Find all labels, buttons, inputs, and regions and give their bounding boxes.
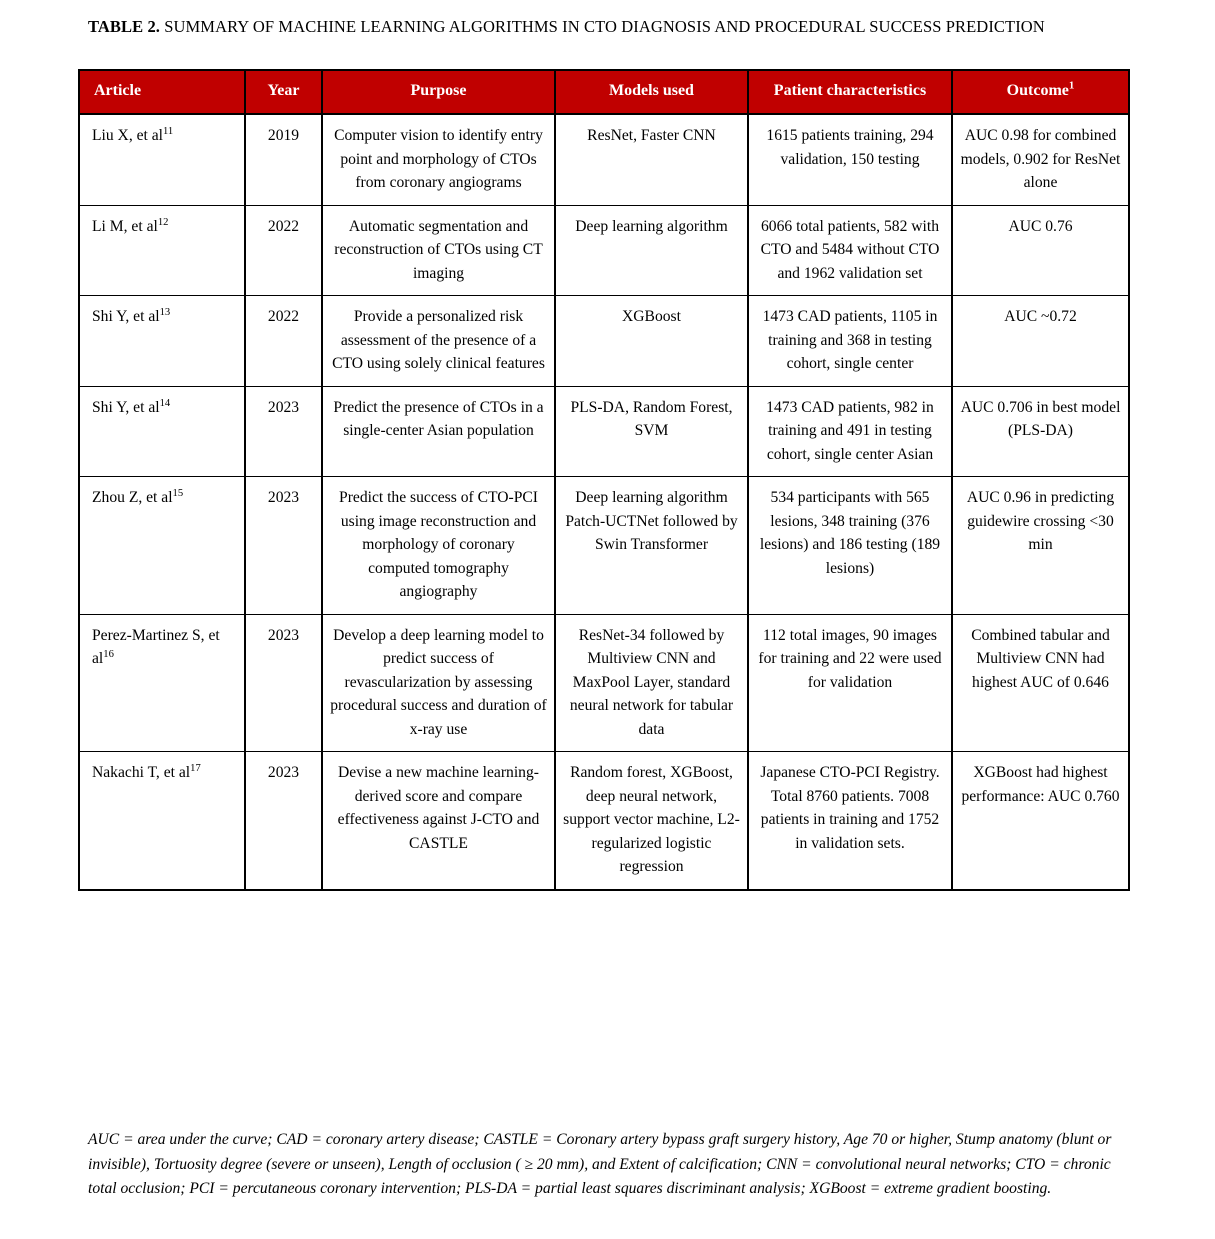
cell-outcome: Combined tabular and Multiview CNN had highest AUC of 0.646: [952, 614, 1129, 752]
table-container: [78, 69, 1128, 891]
cell-outcome: AUC 0.98 for combined models, 0.902 for ResNet alone: [952, 114, 1129, 205]
column-header-outcome-footnote-marker: 1: [1068, 79, 1075, 92]
column-header-purpose: [322, 70, 555, 114]
table-footnote: AUC = area under the curve; CAD = coronary artery disease; CASTLE = Coronary artery bypass graft surgery history, Age 70 or higher, Stump anatomy (blunt or invisible), Tortuosity degree (severe or unseen), Length of occlusion ( ≥ 20 mm), and Extent of calcification; CNN = convolutional neural networks; CTO = chronic total occlusion; PCI = percutaneous coronary intervention; PLS-DA = partial least squares discriminant analysis; XGBoost = extreme gradient boosting.: [88, 1131, 1112, 1197]
cell-models-used: Deep learning algorithm: [555, 205, 748, 296]
table-caption: [88, 14, 1130, 39]
cell-year: 2022: [245, 205, 322, 296]
cell-article: [79, 614, 245, 752]
column-header-models-used: [555, 70, 748, 114]
article-reference-superscript: 17: [190, 762, 201, 774]
article-reference-superscript: 14: [159, 397, 171, 409]
cell-models-used: Deep learning algorithm Patch-UCTNet followed by Swin Transformer: [555, 477, 748, 615]
cell-purpose: Computer vision to identify entry point and morphology of CTOs from coronary angiograms: [322, 114, 555, 205]
article-name: Perez-Martinez S, et al: [92, 626, 220, 667]
table-caption-label: TABLE 2.: [88, 17, 161, 36]
article-reference-superscript: 13: [159, 306, 171, 318]
cell-models-used: XGBoost: [555, 296, 748, 387]
table-row: [79, 614, 1129, 752]
column-header-patient-characteristics-label: Patient characteristics: [773, 82, 927, 99]
table-row: [79, 386, 1129, 477]
article-reference-superscript: 16: [103, 648, 114, 660]
cell-outcome: AUC ~0.72: [952, 296, 1129, 387]
column-header-year-label: Year: [267, 82, 300, 99]
cell-year: 2022: [245, 296, 322, 387]
table-row: [79, 477, 1129, 615]
column-header-article: [79, 70, 245, 114]
cell-purpose: Predict the success of CTO-PCI using image reconstruction and morphology of coronary computed tomography angiography: [322, 477, 555, 615]
cell-article: [79, 205, 245, 296]
cell-year: 2023: [245, 614, 322, 752]
article-name: Shi Y, et al: [92, 398, 160, 416]
column-header-article-label: Article: [94, 82, 142, 99]
cell-models-used: ResNet, Faster CNN: [555, 114, 748, 205]
column-header-year: [245, 70, 322, 114]
cell-article: [79, 477, 245, 615]
column-header-outcome-label: Outcome: [1006, 82, 1069, 99]
cell-purpose: Automatic segmentation and reconstruction of CTOs using CT imaging: [322, 205, 555, 296]
table-header-row: [79, 70, 1129, 114]
table-row: [79, 296, 1129, 387]
cell-models-used: ResNet-34 followed by Multiview CNN and MaxPool Layer, standard neural network for tabular data: [555, 614, 748, 752]
cell-purpose: Develop a deep learning model to predict success of revascularization by assessing procedural success and duration of x-ray use: [322, 614, 555, 752]
cell-article: [79, 752, 245, 890]
article-name: Zhou Z, et al: [92, 489, 173, 506]
cell-patient-characteristics: 112 total images, 90 images for training and 22 were used for validation: [748, 614, 952, 752]
cell-article: [79, 296, 245, 387]
cell-patient-characteristics: 534 participants with 565 lesions, 348 training (376 lesions) and 186 testing (189 lesions): [748, 477, 952, 615]
column-header-outcome: [952, 70, 1129, 114]
table-row: [79, 205, 1129, 296]
cell-purpose: Predict the presence of CTOs in a single-center Asian population: [322, 386, 555, 477]
table-body: [79, 114, 1129, 890]
cell-purpose: Devise a new machine learning-derived score and compare effectiveness against J-CTO and CASTLE: [322, 752, 555, 890]
table-row: [79, 114, 1129, 205]
article-reference-superscript: 11: [163, 125, 174, 137]
cell-article: [79, 114, 245, 205]
cell-patient-characteristics: 6066 total patients, 582 with CTO and 5484 without CTO and 1962 validation set: [748, 205, 952, 296]
article-name: Shi Y, et al: [92, 308, 160, 325]
cell-outcome: AUC 0.706 in best model (PLS-DA): [952, 386, 1129, 477]
article-name: Li M, et al: [92, 217, 158, 235]
cell-year: 2023: [245, 386, 322, 477]
column-header-models-used-label: Models used: [609, 82, 694, 99]
cell-outcome: XGBoost had highest performance: AUC 0.760: [952, 752, 1129, 890]
cell-patient-characteristics: 1615 patients training, 294 validation, 150 testing: [748, 114, 952, 205]
cell-article: [79, 386, 245, 477]
cell-models-used: Random forest, XGBoost, deep neural network, support vector machine, L2-regularized logistic regression: [555, 752, 748, 890]
cell-patient-characteristics: 1473 CAD patients, 1105 in training and 368 in testing cohort, single center: [748, 296, 952, 387]
cell-year: 2023: [245, 477, 322, 615]
article-reference-superscript: 12: [157, 216, 169, 228]
column-header-purpose-label: Purpose: [410, 82, 467, 99]
cell-models-used: PLS-DA, Random Forest, SVM: [555, 386, 748, 477]
cell-outcome: AUC 0.96 in predicting guidewire crossing <30 min: [952, 477, 1129, 615]
ml-algorithms-table: [78, 69, 1130, 891]
table-header: [79, 70, 1129, 114]
cell-patient-characteristics: 1473 CAD patients, 982 in training and 491 in testing cohort, single center Asian: [748, 386, 952, 477]
column-header-patient-characteristics: [748, 70, 952, 114]
cell-year: 2023: [245, 752, 322, 890]
article-name: Liu X, et al: [92, 127, 164, 144]
cell-purpose: Provide a personalized risk assessment of the presence of a CTO using solely clinical features: [322, 296, 555, 387]
cell-patient-characteristics: Japanese CTO-PCI Registry. Total 8760 patients. 7008 patients in training and 1752 in validation sets.: [748, 752, 952, 890]
article-reference-superscript: 15: [172, 487, 184, 499]
cell-outcome: AUC 0.76: [952, 205, 1129, 296]
table-caption-text: SUMMARY OF MACHINE LEARNING ALGORITHMS IN CTO DIAGNOSIS AND PROCEDURAL SUCCESS PREDICTION: [160, 17, 1045, 36]
cell-year: 2019: [245, 114, 322, 205]
article-name: Nakachi T, et al: [92, 764, 191, 781]
table-row: [79, 752, 1129, 890]
